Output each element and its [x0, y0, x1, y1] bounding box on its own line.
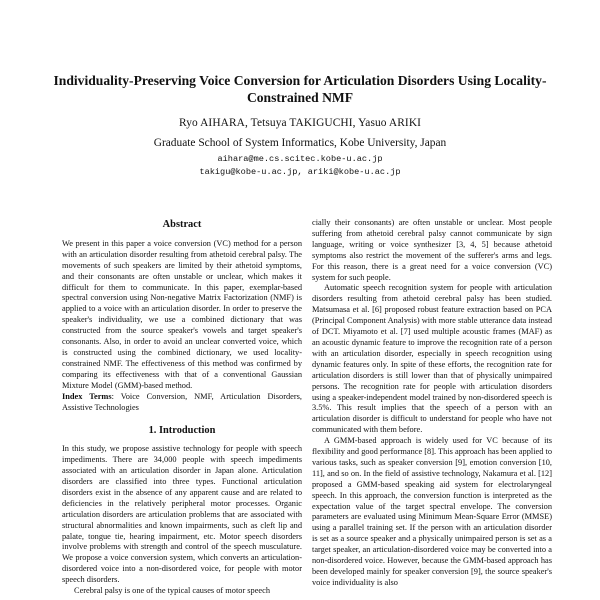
email-line-1: aihara@me.cs.scitec.kobe-u.ac.jp — [217, 154, 383, 164]
paper-affiliation: Graduate School of System Informatics, Kobe University, Japan — [153, 137, 447, 149]
intro-paragraph-2: Cerebral palsy is one of the typical causes of motor speech — [74, 586, 271, 596]
email-line-2: takigu@kobe-u.ac.jp, ariki@kobe-u.ac.jp — [199, 167, 401, 177]
index-terms — [62, 392, 302, 414]
right-paragraph-2: Automatic speech recognition system for people with articulation disorders resulting from athetoid cerebral palsy has been studied. Matsumasa et al. [6] proposed robust feature extraction based on PCA (Principal Component Analysis) with more stable utterance data instead of DCT. Miyamoto et al. [7] used multiple acoustic frames (MAF) as an acoustic dynamic feature to improve the recognition rate of a person with an articulation disorder, especially in speech recognition using dynamic features only. In spite of these efforts, the recognition rate for articulation disorders is still lower than that of physically unimpaired persons. The recognition rate for people with articulation disorders using a speaker-independent model trained by non-disordered speech is 3.5%. This result implies that the speech of a person with an articulation disorder is difficult to understand for people who have not communicated with them before. — [312, 283, 552, 435]
abstract-heading: Abstract — [162, 219, 202, 230]
index-terms-label: Index Terms — [62, 391, 112, 401]
paper-authors: Ryo AIHARA, Tetsuya TAKIGUCHI, Yasuo ARIKI — [178, 117, 422, 129]
paper-header — [0, 72, 600, 179]
intro-paragraph-1: In this study, we propose assistive technology for people with speech impediments. There are 34,000 people with speech impediments associated with an articulation disorder in Japan alone. Articulation disorders are classified into three types. Functional articulation disorders exist in the absence of any apparent cause and are related to deficiencies in the relatively peripheral motor processes. Organic articulation disorders are articulation problems that are associated with structural abnormalities and known impairments, such as cleft lip and palate, tongue tie, hearing impairment, etc. Motor speech disorders involve problems with strength and control of the speech musculature. We propose a voice conversion system, which converts an articulation-disordered voice into a non-disordered voice, for people with motor speech disorders. — [62, 444, 302, 585]
right-paragraph-1: cially their consonants) are often unstable or unclear. Most people suffering from athetoid cerebral palsy cannot communicate by sign language, writing or voice synthesizer [3, 4, 5] because athetoid symptoms also restrict the movement of the sufferer's arms and legs. For this reason, there is a great need for a voice conversion (VC) system for such people. — [312, 218, 552, 282]
abstract-text: We present in this paper a voice conversion (VC) method for a person with an articulation disorder resulting from athetoid cerebral palsy. The movements of such speakers are limited by their athetoid symptoms, and their consonants are often unstable or unclear, which makes it difficult for them to communicate. In this paper, exemplar-based spectral conversion using Non-negative Matrix Factorization (NMF) is applied to a voice with an articulation disorder. In order to preserve the speaker's individuality, we use a combined dictionary that was constructed from the source speaker's vowels and target speaker's consonants. Also, in order to avoid an unclear converted voice, which is constructed using the combined dictionary, we used locality-constrained NMF. The effectiveness of this method was confirmed by comparing its effectiveness with that of a conventional Gaussian Mixture Model (GMM)-based method. — [62, 238, 302, 390]
right-column — [312, 218, 552, 589]
right-paragraph-3: A GMM-based approach is widely used for VC because of its flexibility and good performance [8]. This approach has been applied to various tasks, such as speaker conversion [9], emotion conversion [10, 11], and so on. In the field of assistive technology, Nakamura et al. [12] proposed a GMM-based speaking aid system for electrolaryngeal speech. In this approach, the conversion function is interpreted as the expectation value of the target spectral envelope. The conversion parameters are evaluated using Minimum Mean-Square Error (MMSE) using a parallel training set. If the person with an articulation disorder is set as a source speaker and a physically unimpaired person is set as a target speaker, an articulation-disordered voice may be converted into a non-disordered voice. However, because the GMM-based approach has been developed mainly for speaker conversion [9], the source speaker's voice individuality is also — [312, 436, 552, 587]
index-terms-text: : Voice Conversion, NMF, Articulation Disorders, Assistive Technologies — [62, 391, 302, 412]
left-column — [62, 220, 302, 597]
introduction-heading: 1. Introduction — [148, 425, 216, 437]
paper-title: Individuality-Preserving Voice Conversion for Articulation Disorders Using Locality-Constrained NMF — [53, 73, 547, 105]
